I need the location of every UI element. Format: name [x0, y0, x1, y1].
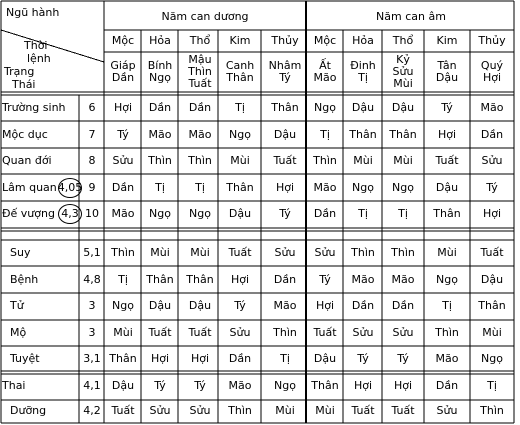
table-cell: Mão	[188, 128, 212, 141]
table-cell: Thìn	[313, 154, 337, 167]
table-cell: Tuất	[391, 404, 415, 417]
table-cell: Tý	[194, 379, 206, 392]
table-cell: Hợi	[275, 181, 295, 194]
table-cell: Mão	[391, 273, 415, 286]
table-cell: Tị	[398, 207, 408, 220]
table-cell: Hợi	[482, 207, 502, 220]
table-cell: Sửu	[436, 404, 458, 417]
stage-number: 9	[88, 181, 96, 194]
table-cell: Ngọ	[149, 207, 171, 220]
table-cell: Mùi	[230, 154, 250, 167]
table-cell: Ngọ	[392, 181, 414, 194]
table-cell: Tý	[357, 352, 369, 365]
table-cell: Mùi	[113, 326, 133, 339]
table-cell: Thìn	[273, 326, 297, 339]
table-cell: Tuất	[188, 326, 212, 339]
table-cell: Sửu	[274, 246, 296, 259]
table-cell: Dậu	[480, 273, 504, 286]
state-label: Tuyệt	[10, 352, 40, 365]
stem-branch-header: Nhâm	[268, 59, 302, 72]
stem-branch-header: Mùi	[393, 77, 413, 90]
circled-annotation: 4,05	[57, 181, 83, 194]
table-cell: Dậu	[188, 299, 212, 312]
stem-branch-header: Sửu	[392, 65, 414, 78]
table-cell: Tý	[279, 207, 291, 220]
stage-number: 4,8	[83, 273, 101, 286]
table-cell: Sửu	[149, 404, 171, 417]
table-cell: Thân	[186, 273, 214, 286]
table-cell: Tuất	[351, 404, 375, 417]
table-cell: Thìn	[228, 404, 252, 417]
state-label: Thai	[2, 379, 26, 392]
element-header: Kim	[229, 34, 251, 47]
table-cell: Sửu	[112, 154, 134, 167]
element-header: Thủy	[478, 34, 506, 47]
state-label: Dưỡng	[10, 404, 47, 417]
corner-season-label-2: lệnh	[27, 52, 51, 65]
table-cell: Dần	[273, 273, 297, 286]
table-cell: Tý	[117, 128, 129, 141]
stage-number: 4,2	[83, 404, 101, 417]
table-cell: Thân	[349, 128, 377, 141]
table-cell: Dậu	[273, 128, 297, 141]
table-cell: Ngọ	[436, 273, 458, 286]
element-header: Thổ	[392, 34, 414, 47]
element-header: Mộc	[313, 34, 337, 47]
table-cell: Sửu	[229, 326, 251, 339]
table-cell: Thìn	[148, 154, 172, 167]
table-cell: Mùi	[393, 154, 413, 167]
state-label: Suy	[10, 246, 31, 259]
element-header: Mộc	[111, 34, 135, 47]
table-cell: Ngọ	[481, 352, 503, 365]
state-label: Đế vượng	[2, 207, 55, 220]
stage-number: 4,1	[83, 379, 101, 392]
table-cell: Mùi	[437, 246, 457, 259]
corner-season-label-1: Thời	[24, 39, 48, 52]
table-cell: Dậu	[228, 207, 252, 220]
table-cell: Tuất	[313, 326, 337, 339]
table-cell: Dậu	[313, 352, 337, 365]
table-cell: Tý	[234, 299, 246, 312]
table-cell: Sửu	[314, 246, 336, 259]
stem-branch-header: Tý	[279, 71, 291, 84]
corner-element-label: Ngũ hành	[6, 6, 60, 19]
table-cell: Thìn	[188, 154, 212, 167]
table-cell: Tuất	[111, 404, 135, 417]
table-cell: Ngọ	[112, 299, 134, 312]
stem-branch-header: Canh	[225, 59, 255, 72]
stem-branch-header: Thân	[226, 71, 254, 84]
table-cell: Mùi	[482, 326, 502, 339]
element-header: Hỏa	[149, 34, 171, 47]
state-label: Bệnh	[10, 273, 39, 286]
table-cell: Ngọ	[314, 101, 336, 114]
stem-branch-header: Bính	[147, 59, 173, 72]
table-cell: Mão	[148, 128, 172, 141]
stage-number: 5,1	[83, 246, 101, 259]
table-cell: Tị	[358, 207, 368, 220]
table-cell: Tuất	[435, 154, 459, 167]
yin-stems-heading: Năm can âm	[376, 10, 446, 23]
table-cell: Sửu	[481, 154, 503, 167]
table-cell: Dần	[228, 352, 252, 365]
table-cell: Dần	[480, 128, 504, 141]
table-cell: Tuất	[148, 326, 172, 339]
table-cell: Hợi	[353, 379, 373, 392]
stem-branch-header: Quý	[480, 59, 504, 72]
element-header: Thủy	[271, 34, 299, 47]
table-cell: Thân	[389, 128, 417, 141]
table-cell: Ngọ	[274, 379, 296, 392]
table-cell: Hợi	[437, 128, 457, 141]
table-cell: Tị	[235, 101, 245, 114]
stage-number: 3,1	[83, 352, 101, 365]
table-cell: Mão	[273, 299, 297, 312]
stem-branch-header: Đinh	[350, 59, 376, 72]
table-cell: Tị	[442, 299, 452, 312]
stem-branch-header: Mão	[313, 71, 337, 84]
table-cell: Mùi	[353, 154, 373, 167]
table-cell: Mùi	[275, 404, 295, 417]
table-cell: Tị	[320, 128, 330, 141]
table-cell: Mão	[228, 379, 252, 392]
stage-number: 3	[88, 326, 96, 339]
table-cell: Thìn	[480, 404, 504, 417]
yang-stems-heading: Năm can dương	[161, 10, 249, 23]
stem-branch-header: Tị	[358, 71, 368, 84]
table-cell: Tị	[280, 352, 290, 365]
stage-number: 7	[88, 128, 96, 141]
table-cell: Tý	[441, 101, 453, 114]
table-cell: Mão	[351, 273, 375, 286]
stem-branch-header: Mậu	[188, 53, 212, 66]
element-header: Hỏa	[352, 34, 374, 47]
table-cell: Dậu	[391, 101, 415, 114]
table-cell: Ngọ	[229, 128, 251, 141]
table-cell: Mão	[313, 181, 337, 194]
table-cell: Thân	[478, 299, 506, 312]
table-cell: Thân	[433, 207, 461, 220]
table-cell: Hợi	[150, 352, 170, 365]
table-cell: Sửu	[189, 404, 211, 417]
table-cell: Sửu	[392, 326, 414, 339]
table-cell: Hợi	[190, 352, 210, 365]
state-label: Mộc dục	[2, 128, 48, 141]
stem-branch-header: Ất	[319, 59, 331, 72]
table-cell: Thân	[146, 273, 174, 286]
table-cell: Tị	[487, 379, 497, 392]
table-cell: Dậu	[148, 299, 172, 312]
table-cell: Dần	[148, 101, 172, 114]
table-cell: Mão	[435, 352, 459, 365]
stem-branch-header: Dần	[111, 71, 135, 84]
table-cell: Dần	[111, 181, 135, 194]
corner-state-label-2: Thái	[12, 78, 36, 91]
table-cell: Tuất	[228, 246, 252, 259]
table-cell: Mùi	[150, 246, 170, 259]
table-cell: Hợi	[393, 379, 413, 392]
stem-branch-header: Ngọ	[149, 71, 171, 84]
table-cell: Dần	[313, 207, 337, 220]
table-cell: Hợi	[230, 273, 250, 286]
table-cell: Dần	[435, 379, 459, 392]
table-cell: Tý	[154, 379, 166, 392]
stem-branch-header: Hợi	[482, 71, 502, 84]
stage-number: 8	[88, 154, 96, 167]
state-label: Trường sinh	[2, 101, 66, 114]
table-cell: Tị	[118, 273, 128, 286]
state-label: Quan đới	[2, 154, 52, 167]
table-cell: Ngọ	[189, 207, 211, 220]
table-cell: Dậu	[435, 181, 459, 194]
table-cell: Tý	[319, 273, 331, 286]
table-cell: Dậu	[111, 379, 135, 392]
table-cell: Thân	[226, 181, 254, 194]
table-cell: Thìn	[111, 246, 135, 259]
stem-branch-header: Tuất	[188, 77, 212, 90]
circled-annotation: 4,3	[61, 207, 79, 220]
stage-number: 6	[88, 101, 96, 114]
table-cell: Tị	[195, 181, 205, 194]
stem-branch-header: Tân	[437, 59, 457, 72]
table-cell: Mão	[480, 101, 504, 114]
table-cell: Thìn	[391, 246, 415, 259]
stem-branch-header: Dậu	[435, 71, 459, 84]
table-cell: Ngọ	[352, 181, 374, 194]
table-cell: Thân	[311, 379, 339, 392]
table-cell: Mùi	[315, 404, 335, 417]
table-cell: Tý	[397, 352, 409, 365]
table-cell: Tuất	[480, 246, 504, 259]
stem-branch-header: Giáp	[110, 59, 136, 72]
table-cell: Dần	[391, 299, 415, 312]
table-cell: Thìn	[435, 326, 459, 339]
table-cell: Dần	[188, 101, 212, 114]
corner-state-label-1: Trạng	[4, 65, 35, 78]
table-cell: Mão	[111, 207, 135, 220]
element-header: Thổ	[189, 34, 211, 47]
table-cell: Thân	[109, 352, 137, 365]
table-cell: Tuất	[273, 154, 297, 167]
stage-number: 3	[88, 299, 96, 312]
stem-branch-header: Kỷ	[396, 53, 410, 66]
table-cell: Hợi	[315, 299, 335, 312]
state-label: Tử	[10, 299, 24, 312]
state-label: Mộ	[10, 326, 27, 339]
table-cell: Thìn	[351, 246, 375, 259]
table-cell: Dậu	[351, 101, 375, 114]
table-cell: Mùi	[190, 246, 210, 259]
table-cell: Tý	[486, 181, 498, 194]
table-cell: Hợi	[113, 101, 133, 114]
table-cell: Thân	[271, 101, 299, 114]
stem-branch-header: Thìn	[188, 65, 212, 78]
element-header: Kim	[436, 34, 458, 47]
table-cell: Dần	[351, 299, 375, 312]
table-cell: Tị	[155, 181, 165, 194]
table-cell: Sửu	[352, 326, 374, 339]
stage-number: 10	[85, 207, 99, 220]
state-label: Lâm quan	[2, 181, 57, 194]
